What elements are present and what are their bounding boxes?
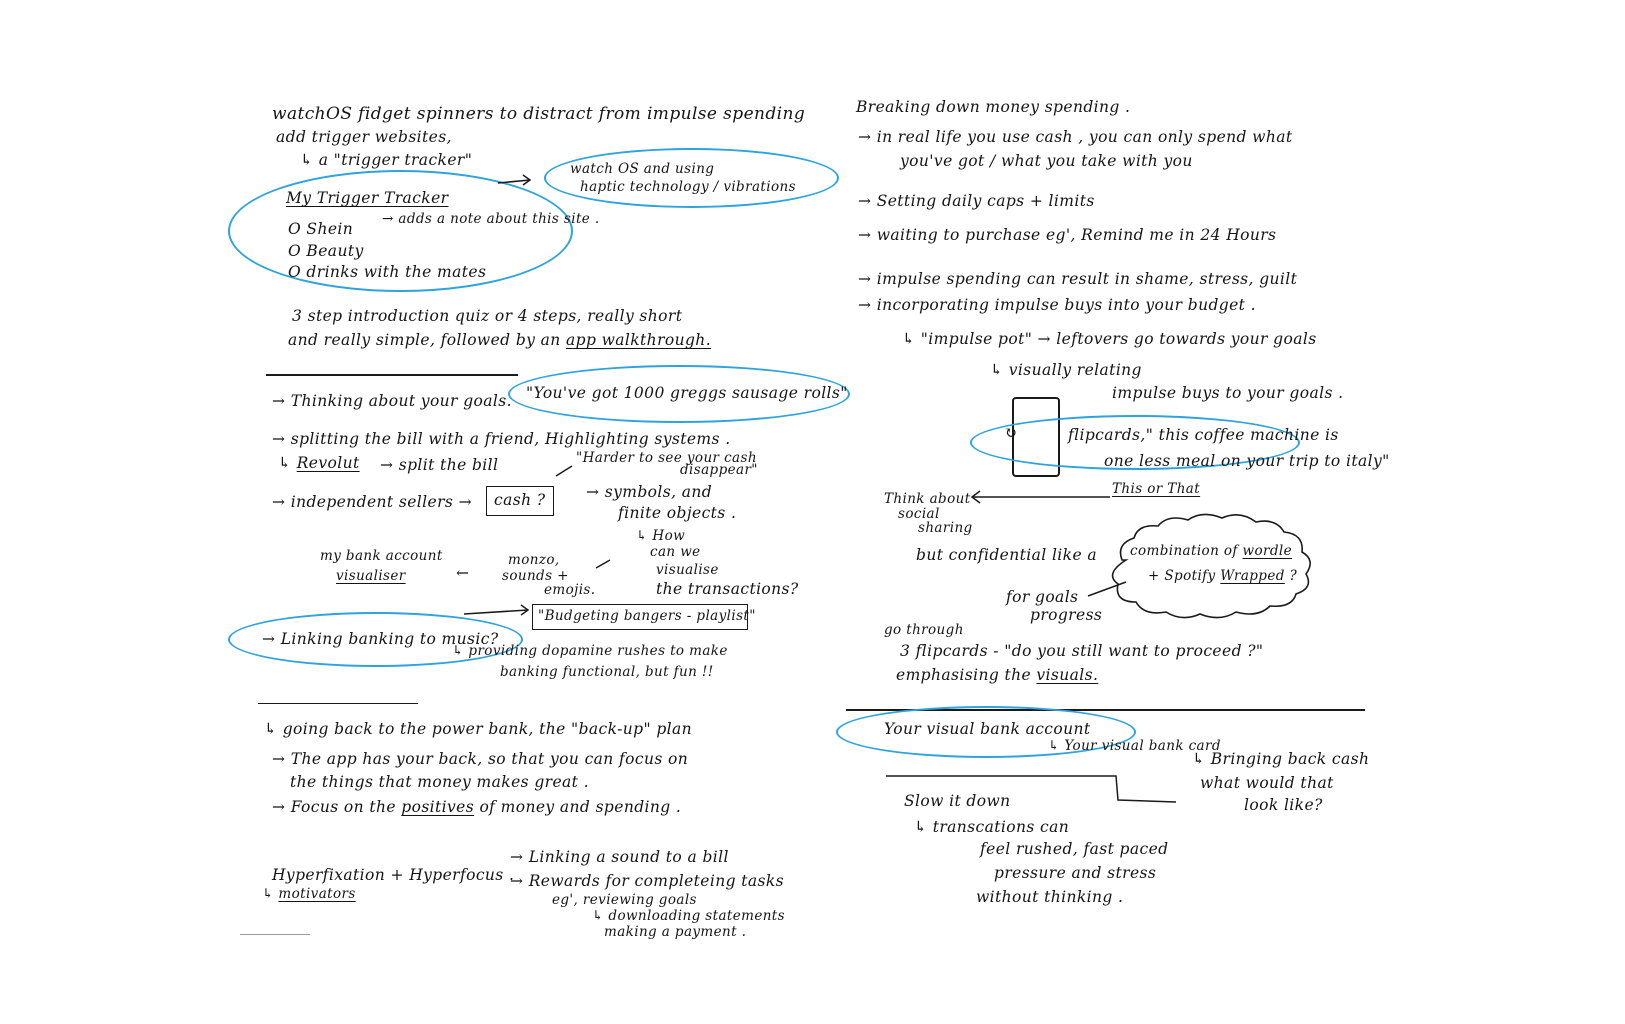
note-app-back-1: → The app has your back, so that you can focus on xyxy=(272,750,689,768)
note-revolut-arrow: ↳ xyxy=(278,454,297,472)
divider-line-short xyxy=(258,703,418,704)
note-combination: combination of xyxy=(1130,543,1238,559)
note-split-bill: → splitting the bill with a friend, Highlighting systems . xyxy=(272,430,731,448)
divider-line xyxy=(266,374,518,376)
note-symbols-2: finite objects . xyxy=(618,504,737,522)
note-visualiser-1: my bank account xyxy=(320,548,443,564)
note-quiz-line1: 3 step introduction quiz or 4 steps, really short xyxy=(292,307,683,325)
note-rewards: → Rewards for completeing tasks xyxy=(510,872,785,890)
note-how-2: can we xyxy=(650,544,701,560)
note-split-the-bill: → split the bill xyxy=(380,456,499,474)
note-linking-music: → Linking banking to music? xyxy=(262,630,499,648)
note-symbols-1: → symbols, and xyxy=(586,483,713,501)
highlight-oval-watchos xyxy=(544,148,839,208)
note-go-through: go through xyxy=(884,622,964,638)
note-wordle: wordle xyxy=(1242,543,1292,559)
note-cloud-question: ? xyxy=(1289,568,1298,584)
note-progress: progress xyxy=(1030,606,1103,624)
note-positives-row xyxy=(272,800,681,816)
note-quiz-line2 xyxy=(288,333,711,349)
note-slow-it-down: Slow it down xyxy=(904,792,1011,810)
note-monzo-2: sounds + xyxy=(502,568,569,584)
note-confidential: but confidential like a xyxy=(916,546,1097,564)
tracker-item-beauty: O Beauty xyxy=(288,242,364,260)
note-wrapped: Wrapped xyxy=(1220,568,1285,584)
note-rewards-downloading: ↳ downloading statements xyxy=(592,908,785,924)
note-waiting: → waiting to purchase eg', Remind me in 24 Hours xyxy=(858,226,1277,244)
note-breaking-down: Breaking down money spending . xyxy=(856,98,1131,116)
note-trigger-websites: add trigger websites, xyxy=(276,128,452,146)
note-without-thinking: without thinking . xyxy=(976,888,1124,906)
note-emphasising-prefix: emphasising the xyxy=(896,666,1032,684)
note-cash-line1: → in real life you use cash , you can only spend what xyxy=(858,128,1293,146)
note-rewards-eg: eg', reviewing goals xyxy=(552,892,697,908)
note-3-flipcards: 3 flipcards - "do you still want to proceed ?" xyxy=(900,642,1264,660)
note-motivators-arrow: ↳ xyxy=(262,886,279,902)
note-flipcards-1: flipcards," this coffee machine is xyxy=(1068,426,1339,444)
note-shame: → impulse spending can result in shame, stress, guilt xyxy=(858,270,1298,288)
note-cash-line2: you've got / what you take with you xyxy=(900,152,1193,170)
note-visually-1: ↳ visually relating xyxy=(990,361,1142,379)
note-how-3: visualise xyxy=(656,562,719,578)
note-quiz-prefix: and really simple, followed by an xyxy=(288,331,561,349)
note-dopamine-1: ↳ providing dopamine rushes to make xyxy=(452,643,728,659)
note-this-or-that: This or That xyxy=(1112,481,1201,497)
note-sharing: sharing xyxy=(918,520,973,536)
note-for-goals: for goals xyxy=(1006,588,1079,606)
note-cloud-line1 xyxy=(1130,545,1292,559)
note-independent-sellers: → independent sellers → xyxy=(272,493,472,511)
note-hyper: Hyperfixation + Hyperfocus . xyxy=(272,866,515,884)
note-positives-suffix: of money and spending . xyxy=(479,798,682,816)
note-monzo-1: monzo, xyxy=(508,552,560,568)
note-visual-bank-account: Your visual bank account xyxy=(884,720,1091,738)
note-revolut-row xyxy=(278,456,360,472)
note-feel-rushed: feel rushed, fast paced xyxy=(980,840,1169,858)
note-playlist: "Budgeting bangers - playlist" xyxy=(538,608,756,624)
note-dopamine-2: banking functional, but fun !! xyxy=(500,664,714,680)
note-monzo-3: emojis. xyxy=(544,582,596,598)
note-harder-2: disappear" xyxy=(680,462,758,478)
note-spotify: + Spotify xyxy=(1148,568,1216,584)
note-rewards-payment: making a payment . xyxy=(604,924,747,940)
note-incorporating: → incorporating impulse buys into your budget . xyxy=(858,296,1256,314)
note-watchos-haptic-2: haptic technology / vibrations xyxy=(580,179,796,195)
tracker-item-drinks: O drinks with the mates xyxy=(288,263,487,281)
note-motivators-row xyxy=(262,888,356,902)
note-transactions: ↳ transcations can xyxy=(914,818,1070,836)
note-watchos-fidget: watchOS fidget spinners to distract from impulse spending xyxy=(272,104,806,124)
note-what-would: what would that xyxy=(1200,774,1334,792)
note-watchos-haptic-1: watch OS and using xyxy=(570,161,715,177)
note-how-4: the transactions? xyxy=(656,580,799,598)
note-app-back-2: the things that money makes great . xyxy=(290,773,589,791)
note-greggs: "You've got 1000 greggs sausage rolls" xyxy=(526,384,848,402)
note-visually-2: impulse buys to your goals . xyxy=(1112,384,1344,402)
note-linking-sound: → Linking a sound to a bill xyxy=(510,848,729,866)
note-social: social xyxy=(898,506,940,522)
note-flipcards-2: one less meal on your trip to italy" xyxy=(1104,452,1390,470)
note-harder-1: "Harder to see your cash xyxy=(576,450,757,466)
note-daily-caps: → Setting daily caps + limits xyxy=(858,192,1095,210)
note-positives: positives xyxy=(401,798,475,816)
note-power-bank: ↳ going back to the power bank, the "back-up" plan xyxy=(264,720,693,738)
tracker-title: My Trigger Tracker xyxy=(286,189,449,207)
note-think-about: Think about xyxy=(884,491,971,507)
note-emphasising xyxy=(896,668,1098,684)
note-cash: cash ? xyxy=(494,491,546,509)
note-pressure: pressure and stress xyxy=(994,864,1157,882)
note-bringing-cash: ↳ Bringing back cash xyxy=(1192,750,1370,768)
note-thinking-goals: → Thinking about your goals. xyxy=(272,392,512,410)
note-visualiser-2: visualiser xyxy=(336,568,406,584)
flip-arrow-icon: ↻ xyxy=(1004,424,1018,442)
note-visuals: visuals. xyxy=(1036,666,1099,684)
note-revolut: Revolut xyxy=(296,454,360,472)
page-edge-mark xyxy=(240,934,310,935)
note-impulse-pot: ↳ "impulse pot" → leftovers go towards your goals xyxy=(902,330,1317,348)
tracker-note: → adds a note about this site . xyxy=(382,211,600,227)
note-how-1: ↳ How xyxy=(636,528,686,544)
note-positives-prefix: → Focus on the xyxy=(272,798,396,816)
tracker-item-shein: O Shein xyxy=(288,220,354,238)
note-motivators: motivators xyxy=(278,886,356,902)
note-look-like: look like? xyxy=(1244,796,1323,814)
note-cloud-line2 xyxy=(1148,570,1297,584)
note-app-walkthrough: app walkthrough. xyxy=(565,331,712,349)
note-visual-bank-card: ↳ Your visual bank card xyxy=(1048,738,1221,754)
right-notebook-page xyxy=(830,0,1625,1024)
note-trigger-tracker: ↳ a "trigger tracker" xyxy=(300,151,473,169)
note-visualiser-arrow: ← xyxy=(456,564,470,582)
